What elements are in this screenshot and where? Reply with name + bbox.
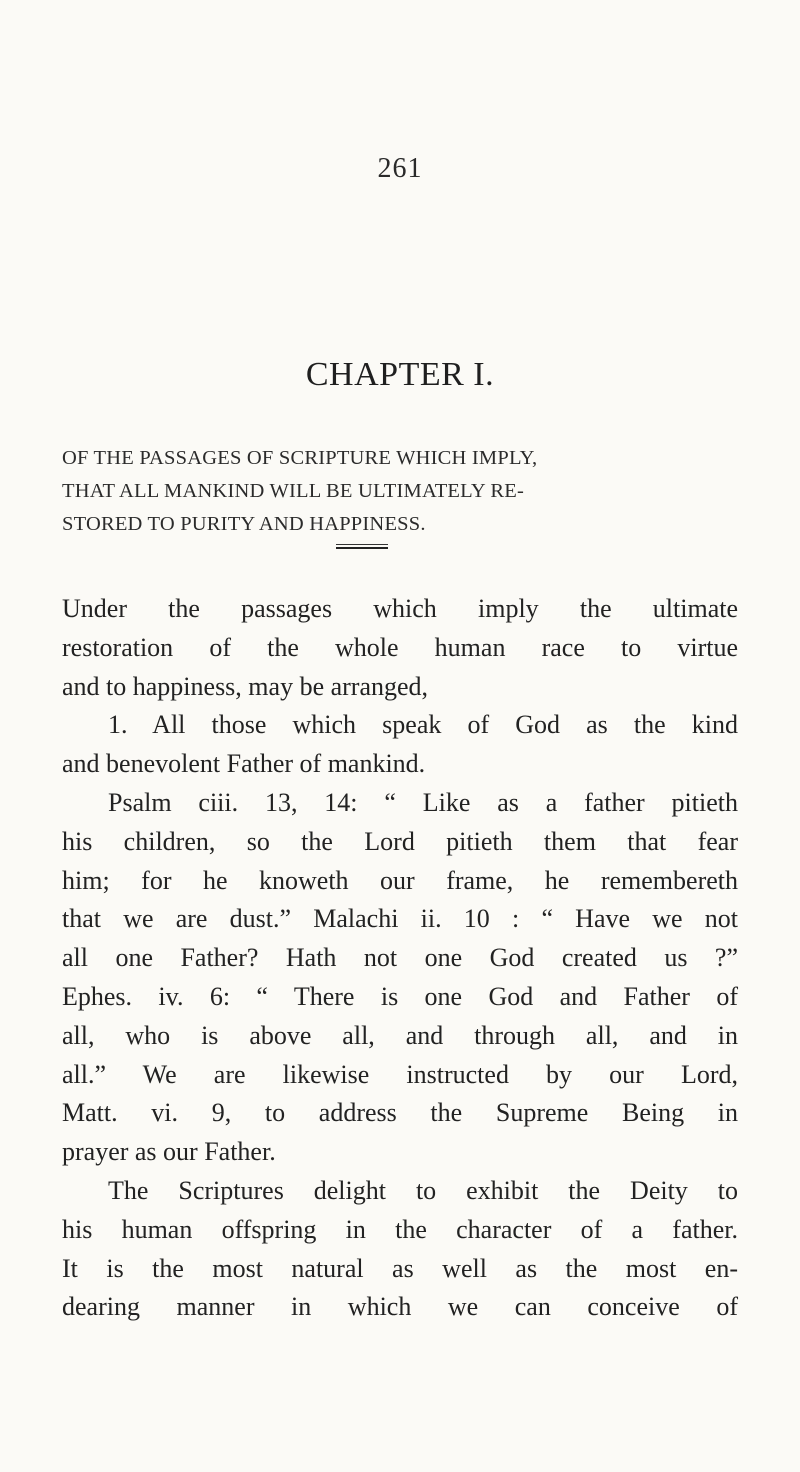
body-text (62, 590, 738, 1327)
chapter-subtitle (62, 442, 738, 541)
subtitle-line: STORED TO PURITY AND HAPPINESS. (62, 513, 426, 535)
text-line: his children, so the Lord pitieth them that fear (62, 826, 738, 856)
text-line: all.” We are likewise instructed by our Lord, (62, 1059, 738, 1089)
subtitle-line: THAT ALL MANKIND WILL BE ULTIMATELY RE- (62, 480, 525, 502)
text-line: The Scriptures delight to exhibit the Deity to (108, 1175, 738, 1205)
text-line: Psalm ciii. 13, 14: “ Like as a father pitieth (108, 787, 738, 817)
text-line: Ephes. iv. 6: “ There is one God and Father of (62, 981, 738, 1011)
text-line: dearing manner in which we can conceive of (62, 1292, 738, 1322)
text-line: all, who is above all, and through all, and in (62, 1020, 738, 1050)
text-line: him; for he knoweth our frame, he remembereth (62, 865, 738, 895)
text-line: Matt. vi. 9, to address the Supreme Being in (62, 1098, 738, 1128)
text-line: 1. All those which speak of God as the kind (108, 710, 738, 740)
text-line: that we are dust.” Malachi ii. 10 : “ Have we not (62, 904, 738, 934)
ornamental-divider (336, 544, 388, 549)
text-line: Under the passages which imply the ultimate (62, 594, 738, 623)
subtitle-line: OF THE PASSAGES OF SCRIPTURE WHICH IMPLY, (62, 447, 538, 469)
text-line: and benevolent Father of mankind. (62, 749, 426, 779)
text-line: restoration of the whole human race to virtue (62, 632, 738, 662)
text-line: his human offspring in the character of a father. (62, 1214, 738, 1244)
text-line: prayer as our Father. (62, 1137, 276, 1167)
text-line: all one Father? Hath not one God created us ?” (62, 943, 738, 973)
chapter-title: CHAPTER I. (305, 356, 495, 393)
text-line: It is the most natural as well as the most en- (62, 1253, 738, 1283)
text-line: and to happiness, may be arranged, (62, 671, 429, 701)
page-number: 261 (377, 153, 423, 184)
